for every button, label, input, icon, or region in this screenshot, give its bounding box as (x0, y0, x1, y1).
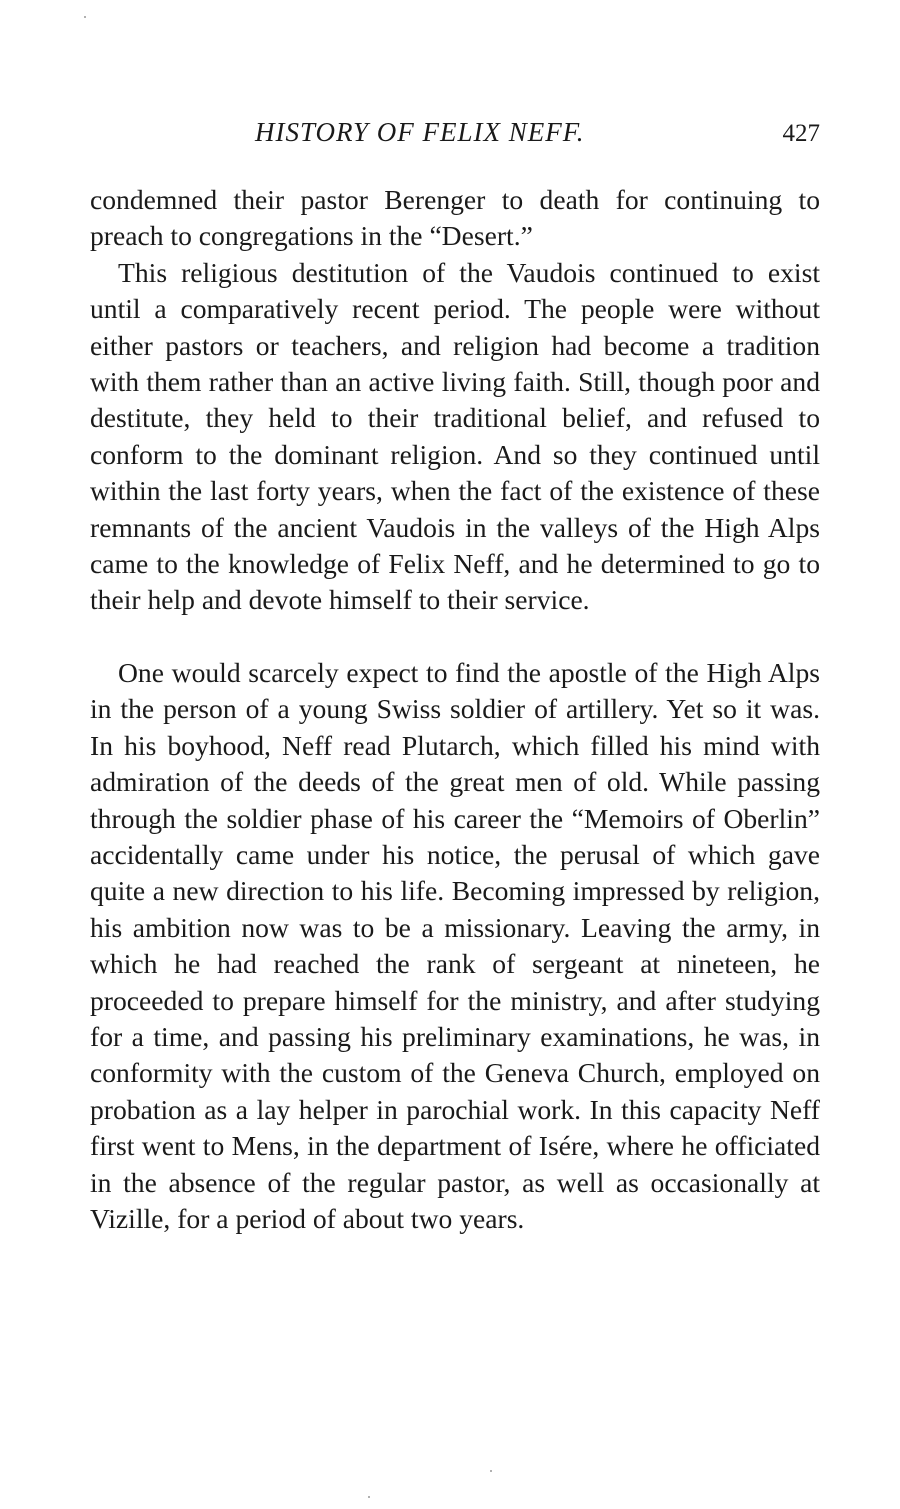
paper-speck (84, 16, 86, 18)
body-text (90, 182, 820, 1237)
page-number: 427 (782, 120, 820, 147)
paper-speck (368, 1496, 370, 1498)
paragraph-vaudois-destitution: This religious destitution of the Vaudois continued to exist until a comparatively recent period. The people were without either pastors or teachers, and religion had become a tradition with them rather than an active living faith. Still, though poor and destitute, they held to their traditional belief, and refused to conform to the dominant religion. And so they continued until within the last forty years, when the fact of the existence of these remnants of the ancient Vaudois in the valleys of the High Alps came to the knowledge of Felix Neff, and he determined to go to their help and devote himself to their service. (90, 256, 820, 616)
paper-speck (490, 1470, 492, 1472)
running-head (90, 112, 820, 152)
paragraph-continuation: condemned their pastor Berenger to death for continuing to preach to congregations in the “Desert.” (90, 184, 820, 252)
paragraph-neff-biography: One would scarcely expect to find the apostle of the High Alps in the person of a young Swiss soldier of artillery. Yet so it was. In his boyhood, Neff read Plutarch, which filled his mind with admiration of the deeds of the great men of old. While passing through the soldier phase of his career the “Memoirs of Oberlin” accidentally came under his notice, the perusal of which gave quite a new direction to his life. Becoming impressed by religion, his ambition now was to be a missionary. Leaving the army, in which he had reached the rank of sergeant at nineteen, he proceeded to prepare himself for the ministry, and after studying for a time, and passing his preliminary examinations, he was, in conformity with the custom of the Geneva Church, employed on probation as a lay helper in parochial work. In this capacity Neff first went to Mens, in the department of Isére, where he officiated in the absence of the regular pastor, as well as occasionally at Vizille, for a period of about two years. (90, 656, 820, 1234)
running-title: HISTORY OF FELIX NEFF. (255, 117, 585, 147)
